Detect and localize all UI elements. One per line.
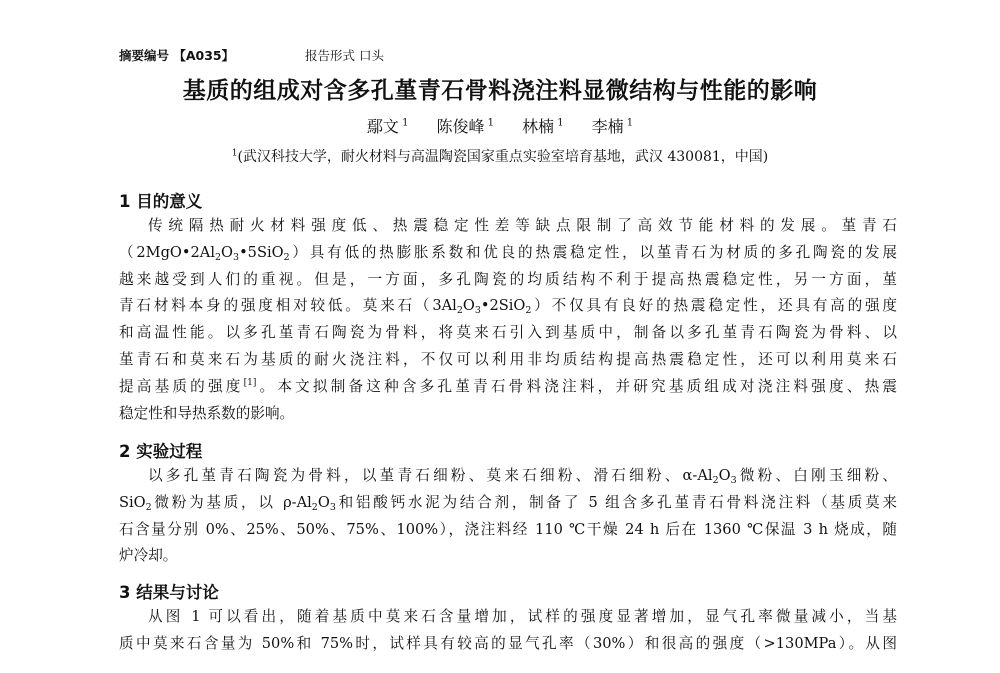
subscript: 2	[311, 501, 318, 513]
author-affiliation-marker: 1	[623, 117, 634, 129]
author-2	[436, 117, 494, 136]
author-affiliation-marker: 1	[398, 117, 409, 129]
author-affiliation-marker: 1	[554, 117, 564, 129]
text-line: SiO$_2$微粉为基质，以 $\rho-Al_2O_3$和铝酸钙水泥为结合剂，制备了 5 组含多孔堇青石骨料浇注料（基质莫来	[119, 493, 897, 513]
subscript: 2	[456, 305, 463, 317]
text-line: 传统隔热耐火材料强度低、热震稳定性差等缺点限制了高效节能材料的发展。堇青石	[148, 217, 897, 234]
text-line: 和高温性能。以多孔堇青石陶瓷为骨料，将莫来石引入到基质中，制备以多孔堇青石陶瓷为骨料、以	[119, 324, 897, 342]
affiliation-marker: 1	[231, 148, 238, 159]
text-line: 从图 1 可以看出，随着基质中莫来石含量增加，试样的强度显著增加，显气孔率微量减小，当基	[148, 608, 897, 625]
subscript: 2	[283, 251, 290, 263]
subscript: 3	[329, 501, 336, 513]
affiliation-text: (武汉科技大学，耐火材料与高温陶瓷国家重点实验室培育基地，武汉 430081，中国)	[237, 149, 769, 165]
abstract-meta	[119, 46, 384, 64]
text-line: 提高基质的强度[1]。本文拟制备这种含多孔堇青石骨料浇注料，并研究基质组成对浇注料强度、热震	[119, 377, 897, 395]
author-name: 林楠	[522, 117, 555, 136]
subscript: 2	[712, 475, 719, 486]
section-heading-experiment: 2 实验过程	[119, 442, 203, 461]
citation-marker: [1]	[243, 377, 257, 388]
subscript: 2	[215, 251, 222, 263]
text-line: 质中莫来石含量为 50%和 75%时，试样具有较高的显气孔率（30%）和很高的强度（>130MPa）。从图	[119, 634, 897, 652]
section-body-purpose	[119, 213, 897, 427]
text-line: 以多孔堇青石陶瓷为骨料，以堇青石细粉、莫来石细粉、滑石细粉、$\alpha-Al_2O_3$微粉、白刚玉细粉、	[148, 467, 897, 486]
section-heading-purpose: 1 目的意义	[119, 192, 203, 211]
author-list	[0, 114, 1000, 137]
author-1	[367, 117, 409, 136]
author-name: 鄢文	[366, 117, 399, 136]
section-body-experiment	[119, 463, 897, 570]
subscript: 3	[730, 475, 737, 486]
text-line: $(2MgO•2Al_2O_3•5SiO_2)$具有低的热膨胀系数和优良的热震稳定性，以堇青石为材质的多孔陶瓷的发展	[119, 243, 897, 263]
paper-title: 基质的组成对含多孔堇青石骨料浇注料显微结构与性能的影响	[182, 78, 818, 104]
report-form: 报告形式 口头	[305, 48, 384, 63]
abstract-number: 摘要编号 【A035】	[119, 48, 235, 63]
author-name: 李楠	[591, 117, 624, 136]
text-line: 炉冷却。	[119, 547, 178, 565]
author-name: 陈俊峰	[436, 117, 485, 136]
text-line: 稳定性和导热系数的影响。	[119, 404, 295, 422]
section-body-results	[119, 604, 897, 658]
affiliation	[0, 146, 1000, 166]
subscript: 3	[474, 305, 481, 317]
subscript: 2	[525, 305, 532, 317]
text-line: 青石材料本身的强度相对较低。莫来石$(3Al_2O_3•2SiO_2)$不仅具有良好的热震稳定性，还具有高的强度	[119, 297, 897, 317]
text-line: 越来越受到人们的重视。但是，一方面，多孔陶瓷的均质结构不利于提高热震稳定性，另一方面，堇	[119, 270, 897, 288]
text-line: 石含量分别 0%、25%、50%、75%、100%），浇注料经 110 ℃干燥 24 h 后在 1360 ℃保温 3 h 烧成，随	[119, 520, 897, 538]
subscript: 3	[233, 251, 240, 263]
subscript: 2	[145, 501, 152, 513]
author-4	[592, 117, 634, 136]
text-line: 堇青石和莫来石为基质的耐火浇注料，不仅可以利用非均质结构提高热震稳定性，还可以利用莫来石	[119, 350, 897, 368]
author-affiliation-marker: 1	[484, 117, 494, 129]
section-heading-results: 3 结果与讨论	[119, 583, 219, 602]
author-3	[522, 117, 564, 136]
